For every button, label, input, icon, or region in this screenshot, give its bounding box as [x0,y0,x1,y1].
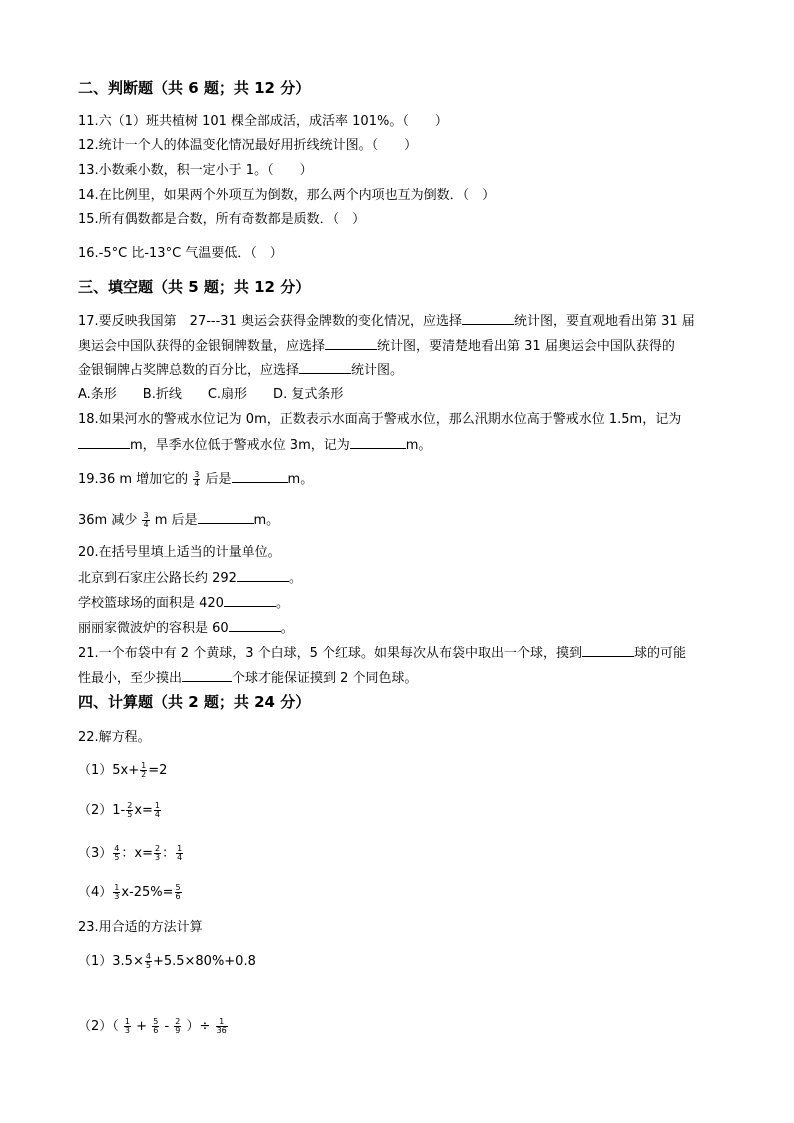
fraction: $\frac{3}{4}$ [143,511,149,529]
answer-blank[interactable] [182,669,232,682]
question-23-title: 23.用合适的方法计算 [78,920,203,935]
question-16: 16.-5°C 比-13°C 气温要低．（ ） [78,246,283,261]
equation-1: （1）5x+ $\frac{1}{2}$ =2 [78,761,168,779]
question-17-line-1: 17.要反映我国第 27---31 奥运会获得金牌数的变化情况，应选择 统计图，要直观地看出第 31 届 [78,314,695,329]
question-20-line-1: 北京到石家庄公路长约 292 。 [78,571,302,586]
equation-3: （3） $\frac{4}{5}$ ：x= $\frac{2}{3}$ ： $\frac{1}{4}$ [78,844,183,862]
fraction: $\frac{1}{2}$ [141,761,147,779]
fraction: $\frac{1}{36}$ [216,1017,227,1035]
question-19-part-b: 36m 减少 $\frac{3}{4}$ m 后是 m。 [78,511,280,529]
question-14: 14.在比例里，如果两个外项互为倒数，那么两个内项也互为倒数．（ ） [78,188,496,203]
answer-blank[interactable] [198,511,254,524]
question-20-line-3: 丽丽家微波炉的容积是 60 。 [78,621,294,636]
calculation-2: （2）（ $\frac{1}{3}$ + $\frac{5}{6}$ - $\frac{2}{9}$ ）÷ $\frac{1}{36}$ [78,1017,227,1035]
fraction: $\frac{4}{5}$ [114,844,120,862]
fraction: $\frac{4}{5}$ [145,952,151,970]
fraction: $\frac{1}{4}$ [177,844,183,862]
question-12: 12.统计一个人的体温变化情况最好用折线统计图。（ ） [78,138,418,153]
answer-blank[interactable] [299,361,351,374]
answer-blank[interactable] [78,436,130,449]
fraction: $\frac{3}{4}$ [194,470,200,488]
question-11: 11.六（1）班共植树 101 棵全部成活，成活率 101%。（ ） [78,114,448,129]
equation-2: （2）1- $\frac{2}{5}$ x= $\frac{1}{4}$ [78,801,161,819]
equation-4: （4） $\frac{1}{3}$ x-25%= $\frac{5}{6}$ [78,883,181,901]
question-18-line-1: 18.如果河水的警戒水位记为 0m，正数表示水面高于警戒水位，那么汛期水位高于警戒水位 1.5m，记为 [78,412,682,427]
answer-blank[interactable] [350,436,406,449]
fraction: $\frac{1}{3}$ [114,883,120,901]
question-15: 15.所有偶数都是合数，所有奇数都是质数．（ ） [78,212,366,227]
question-21-line-1: 21.一个布袋中有 2 个黄球，3 个白球，5 个红球。如果每次从布袋中取出一个球，摸到 球的可能 [78,646,687,661]
fraction: $\frac{1}{3}$ [124,1017,131,1035]
question-21-line-2: 性最小，至少摸出 个球才能保证摸到 2 个同色球。 [78,671,418,686]
section-heading-fill: 三、填空题（共 5 题；共 12 分） [78,278,311,296]
question-22-title: 22.解方程。 [78,730,151,745]
answer-blank[interactable] [462,312,514,325]
question-17-options: A.条形 B.折线 C.扇形 D. 复式条形 [78,387,344,402]
fraction: $\frac{2}{3}$ [154,844,161,862]
question-20-title: 20.在括号里填上适当的计量单位。 [78,545,281,560]
answer-blank[interactable] [582,644,634,657]
question-17-line-3: 金银铜牌占奖牌总数的百分比，应选择 统计图。 [78,363,404,378]
question-17-line-2: 奥运会中国队获得的金银铜牌数量，应选择 统计图，要清楚地看出第 31 届奥运会中国队获得的 [78,339,675,354]
fraction: $\frac{5}{6}$ [153,1017,159,1035]
fraction: $\frac{5}{6}$ [175,883,181,901]
question-18-line-2: m，旱季水位低于警戒水位 3m，记为 m。 [78,436,431,455]
answer-blank[interactable] [229,619,281,632]
fraction: $\frac{2}{5}$ [127,801,133,819]
question-13: 13.小数乘小数，积一定小于 1。（ ） [78,163,313,178]
section-heading-calculation: 四、计算题（共 2 题；共 24 分） [78,693,311,711]
question-20-line-2: 学校篮球场的面积是 420 。 [78,596,289,611]
answer-blank[interactable] [237,569,289,582]
fraction: $\frac{1}{4}$ [154,801,161,819]
fraction: $\frac{2}{9}$ [175,1017,181,1035]
section-heading-judgement: 二、判断题（共 6 题；共 12 分） [78,79,311,97]
answer-blank[interactable] [232,470,288,483]
answer-blank[interactable] [325,337,377,350]
calculation-1: （1）3.5× $\frac{4}{5}$ +5.5×80%+0.8 [78,952,256,970]
question-19-part-a: 19.36 m 增加它的 $\frac{3}{4}$ 后是 m。 [78,470,314,488]
answer-blank[interactable] [224,594,276,607]
